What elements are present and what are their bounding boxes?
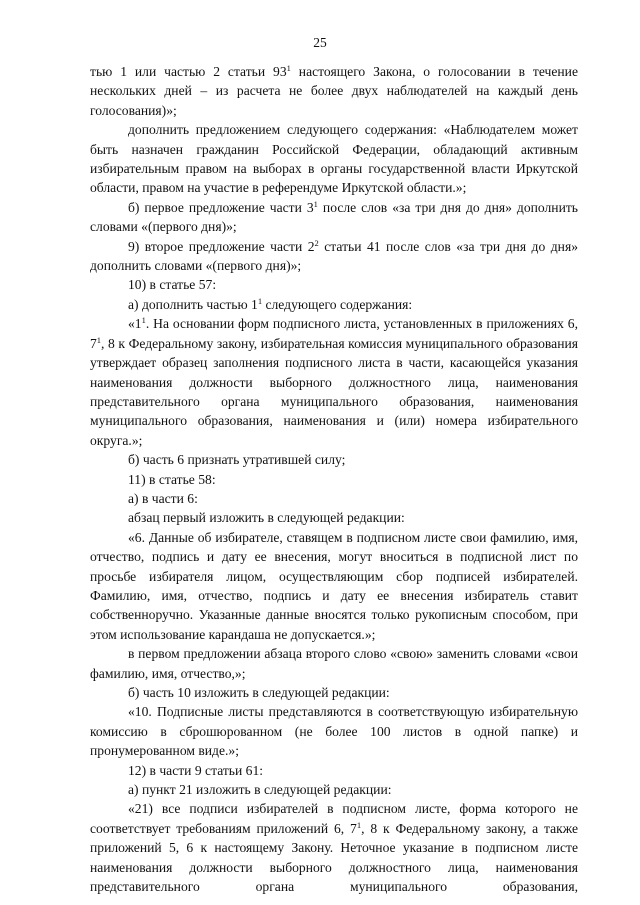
paragraph (90, 120, 578, 198)
paragraph (90, 780, 578, 799)
text-run: а) в части 6: (128, 490, 198, 506)
text-run: статьи 41 после слов «за три дня до дня» дополнить словами «(первого дня)»; (90, 238, 578, 274)
text-run: следующего содержания: (262, 296, 413, 312)
text-run: 10) в статье 57: (128, 277, 217, 293)
superscript: 1 (141, 315, 146, 326)
text-run: . На основании форм подписного листа, установленных в приложениях 6, 7 (90, 316, 578, 351)
text-run: «1 (128, 316, 142, 332)
text-run: б) часть 10 изложить в следующей редакции: (128, 685, 390, 700)
paragraph (90, 470, 578, 489)
paragraph (90, 198, 578, 237)
text-run: 11) в статье 58: (128, 471, 216, 487)
text-run: настоящего Закона, о голосовании в течение нескольких дней – из расчета не более двух наблюдателей на каждый день голосования)»; (90, 64, 578, 118)
paragraph (90, 508, 578, 527)
document-body (90, 62, 578, 896)
text-run: «21) все подписи избирателей в подписном листе, форма которого не соответствует требованиям приложений 6, 7 (90, 801, 578, 836)
text-run: , 8 к Федеральному закону, избирательная комиссия муниципального образования утверждает образец заполнения подписного листа в части, касающейся указания наименования должности выборного должностного лица, наименования представительного органа муниципального образования, наименования муниципального образования, наименования и (или) номера избирательного округа.»; (90, 335, 578, 448)
text-run: в первом предложении абзаца второго слово «свою» заменить словами «свои фамилию, имя, отчество,»; (90, 646, 578, 681)
text-run: а) пункт 21 изложить в следующей редакции: (128, 782, 392, 798)
paragraph (90, 702, 578, 760)
paragraph (90, 237, 578, 276)
text-run: б) часть 6 признать утратившей силу; (128, 452, 346, 468)
superscript: 1 (286, 63, 291, 73)
text-run: дополнить предложением следующего содержания: «Наблюдателем может быть назначен гражданин Российской Федерации, обладающий активным избирательным правом на выборах в органы государственной власти Иркутской области, правом на участие в референдуме Иркутской области.»; (90, 122, 578, 196)
text-run: абзац первый изложить в следующей редакции: (128, 510, 405, 526)
text-run: 9) второе предложение части 2 (128, 238, 315, 254)
text-run: «10. Подписные листы представляются в соответствующую избирательную комиссию в сброшюрованном (не более 100 листов в одной папке) и пронумерованном виде.»; (90, 704, 578, 759)
paragraph (90, 314, 578, 450)
paragraph (90, 62, 578, 120)
paragraph (90, 450, 578, 469)
superscript: 1 (313, 198, 318, 209)
text-run: 12) в части 9 статьи 61: (128, 762, 264, 778)
superscript: 1 (257, 295, 263, 306)
superscript: 2 (314, 237, 319, 248)
text-run: тью 1 или частью 2 статьи 93 (90, 64, 287, 79)
superscript: 1 (96, 334, 102, 345)
paragraph (90, 761, 578, 780)
paragraph (90, 683, 578, 702)
text-run: после слов «за три дня до дня» дополнить словами «(первого дня)»; (90, 199, 578, 235)
text-run: «6. Данные об избирателе, ставящем в подписном листе свои фамилию, имя, отчество, подпись и дату ее внесения, могут вноситься в подписной лист по просьбе избирателя лицом, осуществляющим сбор подписей избирателей. Фамилию, имя, отчество, подпись и дату ее внесения избиратель ставит собственноручно. Указанные данные вносятся только рукописным способом, при этом использование карандаша не допускается.»; (90, 529, 578, 642)
text-run: , 8 к Федеральному закону, а также приложений 5, 6 к настоящему Закону. Неточное указание в подписном листе наименования должности выборного должностного лица, наименования представительного органа муниципального образования, (90, 820, 578, 895)
superscript: 1 (356, 819, 362, 830)
paragraph (90, 275, 578, 294)
text-run: б) первое предложение части 3 (128, 199, 314, 215)
paragraph (90, 528, 578, 644)
paragraph (90, 295, 578, 314)
paragraph (90, 644, 578, 683)
paragraph (90, 489, 578, 508)
paragraph (90, 799, 578, 896)
page-number: 25 (313, 35, 327, 50)
text-run: а) дополнить частью 1 (128, 296, 258, 312)
